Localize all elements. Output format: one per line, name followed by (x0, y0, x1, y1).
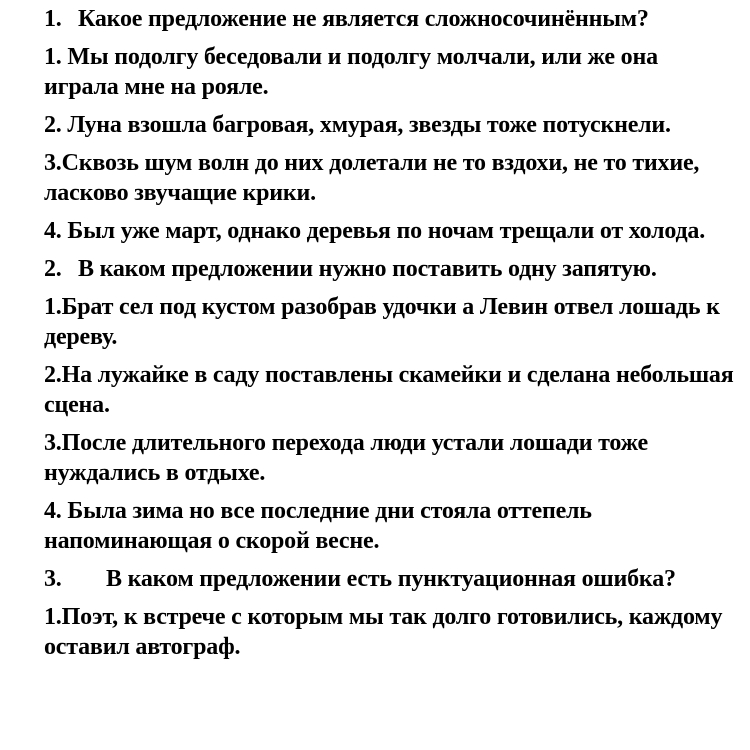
question-2-option-1: 1.Брат сел под кустом разобрав удочки а Левин отвел лошадь к дереву. (44, 294, 720, 350)
question-1-option-1: 1. Мы подолгу беседовали и подолгу молчали, или же она играла мне на рояле. (44, 44, 658, 100)
question-3-option-1: 1.Поэт, к встрече с которым мы так долго готовились, каждому оставил автограф. (44, 604, 723, 660)
question-2 (44, 254, 734, 284)
question-text: Какое предложение не является сложносочинённым? (78, 6, 649, 32)
question-1-option-2: 2. Луна взошла багровая, хмурая, звезды тоже потускнели. (44, 112, 671, 138)
question-2-option-4: 4. Была зима но все последние дни стояла оттепель напоминающая о скорой весне. (44, 498, 592, 554)
question-text: В каком предложении есть пунктуационная ошибка? (106, 566, 676, 592)
question-number: 1. (44, 6, 62, 32)
document-content (44, 4, 734, 670)
question-number: 3. (44, 566, 62, 592)
question-3 (44, 564, 734, 594)
question-1 (44, 4, 734, 34)
question-1-option-3: 3.Сквозь шум волн до них долетали не то вздохи, не то тихие, ласково звучащие крики. (44, 150, 700, 206)
question-2-option-3: 3.После длительного перехода люди устали лошади тоже нуждались в отдыхе. (44, 430, 648, 486)
question-number: 2. (44, 256, 62, 282)
question-1-option-4: 4. Был уже март, однако деревья по ночам трещали от холода. (44, 218, 706, 244)
question-2-option-2: 2.На лужайке в саду поставлены скамейки и сделана небольшая сцена. (44, 362, 734, 418)
question-text: В каком предложении нужно поставить одну запятую. (78, 256, 657, 282)
